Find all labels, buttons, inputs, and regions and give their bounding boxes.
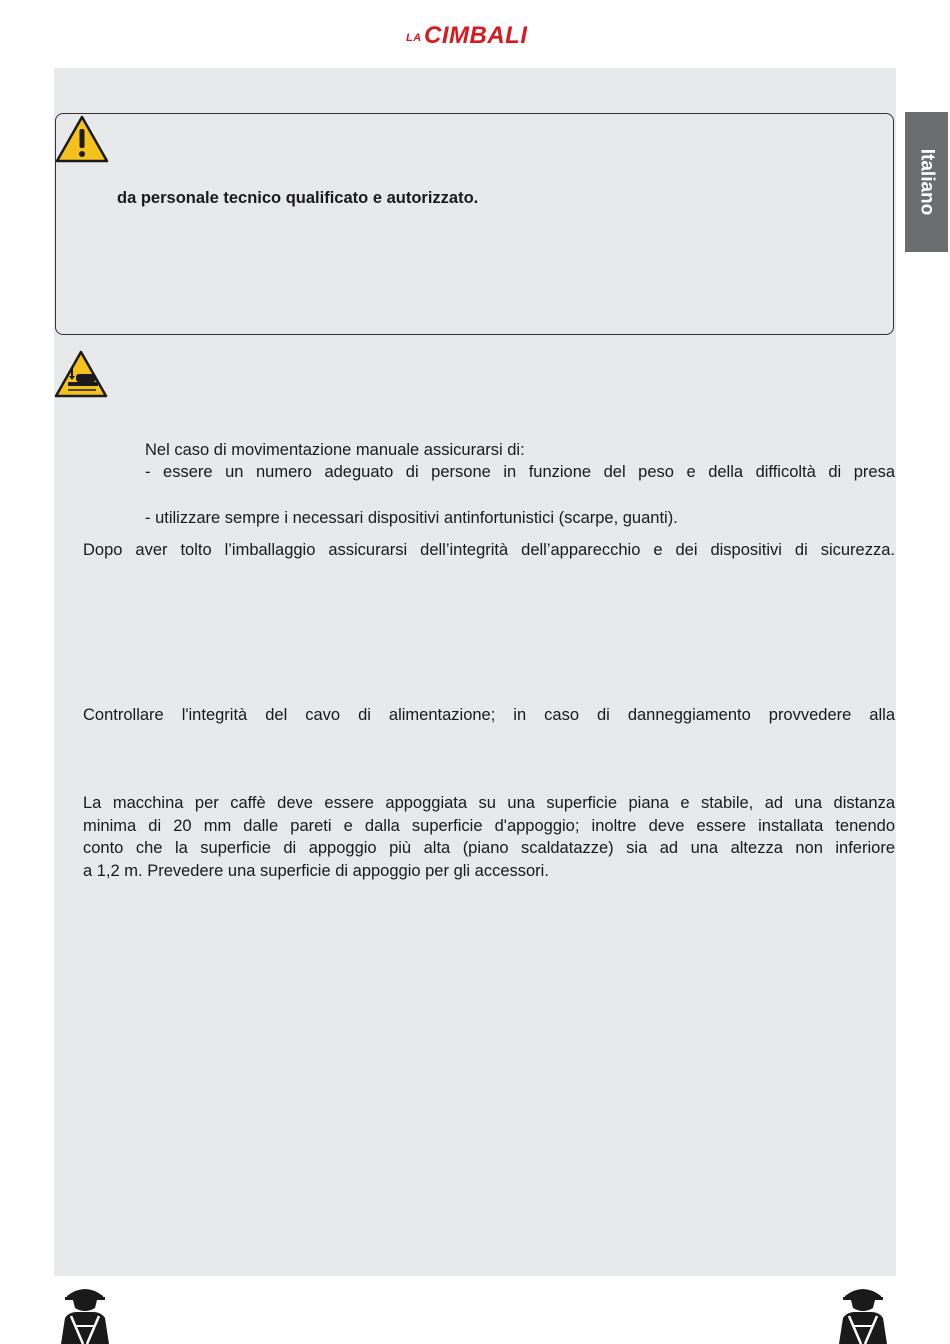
language-tab-text: Italiano (916, 148, 938, 216)
logo-prefix: LA (406, 32, 422, 44)
power-cable-text: Controllare l'integrità del cavo di alimentazione; in caso di danneggiamento provvedere alla (83, 706, 895, 724)
language-tab-label (905, 112, 948, 252)
positioning-line-1: La macchina per caffè deve essere appoggiata su una superficie piana e stabile, ad una distanza (83, 794, 895, 812)
positioning-line-3: conto che la superficie di appoggio più alta (piano scaldatazze) sia ad una altezza non inferiore (83, 839, 895, 857)
handling-item-1: - essere un numero adeguato di persone in funzione del peso e della difficoltà di presa (145, 463, 895, 481)
technician-icon (57, 1284, 113, 1344)
handling-item-2: - utilizzare sempre i necessari dispositivi antinfortunistici (scarpe, guanti). (145, 509, 678, 527)
positioning-line-2: minima di 20 mm dalle pareti e dalla superficie d'appoggio; inoltre deve essere installata tenendo (83, 817, 895, 835)
unpacking-text: Dopo aver tolto l’imballaggio assicurarsi dell’integrità dell’apparecchio e dei dispositivi di sicurezza. (83, 541, 895, 559)
positioning-line-4: a 1,2 m. Prevedere una superficie di appoggio per gli accessori. (83, 862, 549, 880)
handling-intro: Nel caso di movimentazione manuale assicurarsi di: (145, 441, 525, 459)
logo-main: CIMBALI (424, 22, 528, 49)
warning-triangle-icon (55, 115, 109, 163)
crush-hazard-icon (54, 350, 108, 398)
brand-logo (400, 20, 550, 54)
warning-text: da personale tecnico qualificato e autorizzato. (117, 189, 479, 207)
warning-box (55, 113, 894, 335)
technician-icon (835, 1284, 891, 1344)
